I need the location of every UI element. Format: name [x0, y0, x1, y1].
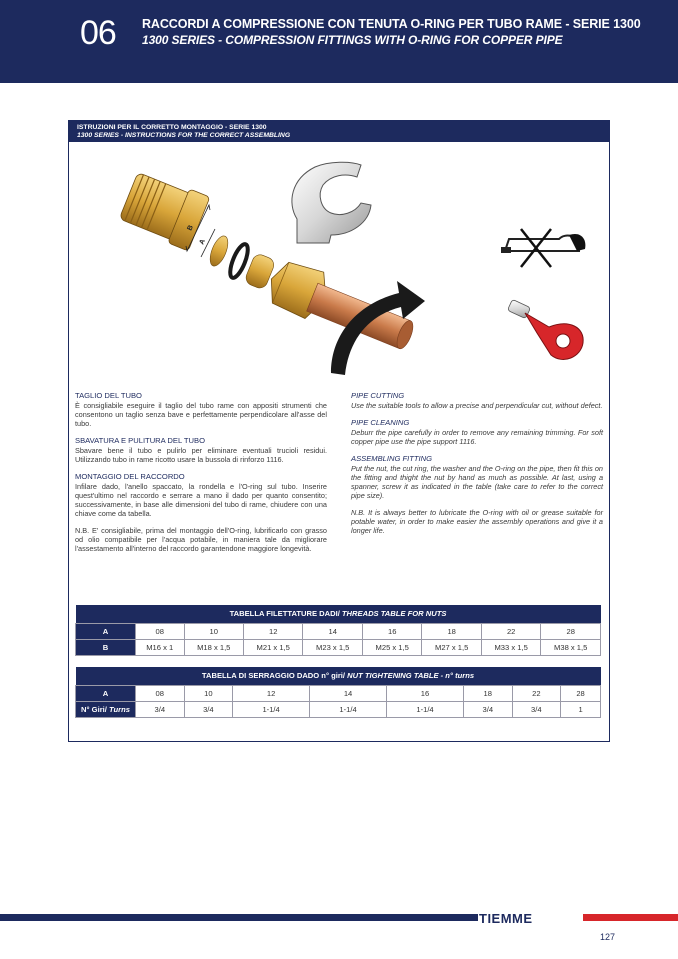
table-cell: 08 — [136, 623, 185, 639]
table-cell: 10 — [184, 685, 233, 701]
table-cell: M18 x 1,5 — [184, 639, 243, 655]
pipe-cutter-icon — [507, 299, 583, 359]
section-title-italian: ISTRUZIONI PER IL CORRETTO MONTAGGIO - SERIE 1300 — [77, 124, 267, 131]
step-en-cleaning — [351, 418, 603, 446]
tightening-table-caption: TABELLA DI SERRAGGIO DADO n° giri/ NUT TIGHTENING TABLE - n° turns — [76, 667, 601, 685]
step-it-deburring — [75, 436, 327, 464]
step-en-note — [351, 508, 603, 535]
section-title-bar — [69, 121, 609, 142]
step-title: MONTAGGIO DEL RACCORDO — [75, 472, 185, 481]
step-title: TAGLIO DEL TUBO — [75, 391, 142, 400]
table-cell: 16 — [362, 623, 421, 639]
step-en-cutting — [351, 391, 603, 410]
row-header-b: B — [76, 639, 136, 655]
table-row — [76, 623, 601, 639]
page-header — [0, 0, 678, 83]
header-title-english: 1300 SERIES - COMPRESSION FITTINGS WITH O-RING FOR COPPER PIPE — [142, 33, 563, 47]
table-cell: 3/4 — [136, 701, 185, 717]
table-row — [76, 639, 601, 655]
table-cell: 22 — [481, 623, 540, 639]
step-en-assembling — [351, 454, 603, 500]
instructions-frame — [68, 120, 610, 742]
step-text: Sbavare bene il tubo e pulirlo per eliminare eventuali trucioli residui. Utilizzando tubo in rame ricotto usare la bussola di rinforzo 1116. — [75, 446, 327, 464]
table-cell: 3/4 — [512, 701, 561, 717]
step-title: PIPE CUTTING — [351, 391, 405, 400]
table-cell: M16 x 1 — [136, 639, 185, 655]
table-row — [76, 701, 601, 717]
chapter-number: 06 — [80, 14, 116, 52]
dimension-a-label: A — [198, 238, 207, 246]
table-cell: 3/4 — [184, 701, 233, 717]
fitting-body-icon — [118, 169, 210, 251]
table-cell: 10 — [184, 623, 243, 639]
table-cell: 1-1/4 — [310, 701, 387, 717]
table-cell: 28 — [561, 685, 601, 701]
step-text: Deburr the pipe carefully in order to remove any remaining trimming. For soft copper pipe use the pipe support 1116. — [351, 428, 603, 446]
table-cell: 14 — [310, 685, 387, 701]
threads-table-caption: TABELLA FILETTATURE DADI/ THREADS TABLE FOR NUTS — [76, 605, 601, 623]
spanner-icon — [292, 162, 371, 243]
step-it-cutting — [75, 391, 327, 428]
section-title-english: 1300 SERIES - INSTRUCTIONS FOR THE CORRECT ASSEMBLING — [77, 132, 291, 139]
step-title: PIPE CLEANING — [351, 418, 410, 427]
table-row — [76, 685, 601, 701]
table-cell: 14 — [303, 623, 362, 639]
table-cell: 22 — [512, 685, 561, 701]
step-title: SBAVATURA E PULITURA DEL TUBO — [75, 436, 205, 445]
table-cell: 12 — [243, 623, 302, 639]
step-text: È consigliabile eseguire il taglio del tubo rame con appositi strumenti che consentono un taglio senza bave e perfettamente perpendicolare all'asse del tubo. — [75, 401, 327, 428]
header-title-italian: RACCORDI A COMPRESSIONE CON TENUTA O-RING PER TUBO RAME - SERIE 1300 — [142, 17, 641, 31]
footer-rule — [0, 914, 478, 921]
row-header-turns: N° Giri/ Turns — [76, 701, 136, 717]
table-cell: 12 — [233, 685, 310, 701]
assembly-illustration — [69, 143, 609, 391]
threads-table — [75, 605, 601, 656]
table-cell: 3/4 — [463, 701, 512, 717]
instructions-english — [351, 391, 603, 543]
table-cell: 1 — [561, 701, 601, 717]
step-text: N.B. It is always better to lubricate the O-ring with oil or grease suitable for potable water, in order to make easier the assembly operations and give it a longer life. — [351, 508, 603, 535]
table-cell: 16 — [387, 685, 464, 701]
table-cell: 18 — [422, 623, 481, 639]
instructions-italian — [75, 391, 327, 561]
table-cell: M33 x 1,5 — [481, 639, 540, 655]
table-cell: M27 x 1,5 — [422, 639, 481, 655]
dimension-b-label: B — [186, 224, 195, 232]
row-header-a: A — [76, 685, 136, 701]
table-cell: 28 — [541, 623, 601, 639]
table-cell: M23 x 1,5 — [303, 639, 362, 655]
table-cell: 1-1/4 — [387, 701, 464, 717]
step-title: ASSEMBLING FITTING — [351, 454, 433, 463]
step-text: Put the nut, the cut ring, the washer and the O-ring on the pipe, then fit this on the fitting and thight the nut by hand as much as possible. At last, using a spanner, screw it as indicated in the table (take care to refer to the correct pipe size). — [351, 464, 603, 500]
table-cell: 08 — [136, 685, 185, 701]
tightening-table — [75, 667, 601, 718]
page-number: 127 — [600, 932, 616, 942]
step-text: Use the suitable tools to allow a precise and perpendicular cut, without defect. — [351, 401, 603, 410]
table-cell: M21 x 1,5 — [243, 639, 302, 655]
step-it-assembling — [75, 472, 327, 518]
row-header-a: A — [76, 623, 136, 639]
step-it-note — [75, 526, 327, 553]
footer-accent — [583, 914, 678, 921]
step-text: Infilare dado, l'anello spaccato, la rondella e l'O-ring sul tubo. Inserire quest'ultimo nel raccordo e serrare a mano il dado per quanto consentito; successivamente, in base alle dimensioni del tubo di rame, chiudere con una chiave come da tabella. — [75, 482, 327, 518]
table-cell: 1-1/4 — [233, 701, 310, 717]
table-cell: 18 — [463, 685, 512, 701]
table-cell: M38 x 1,5 — [541, 639, 601, 655]
brand-logo: TIEMME — [479, 911, 533, 926]
table-cell: M25 x 1,5 — [362, 639, 421, 655]
hacksaw-crossed-icon — [501, 229, 585, 267]
step-text: N.B. E' consigliabile, prima del montaggio dell'O-ring, lubrificarlo con grasso od olio compatibile per l'acqua potabile, in maniera tale da migliorare l'assestamento all'interno del raccordo garantendone maggiore longevità. — [75, 526, 327, 553]
